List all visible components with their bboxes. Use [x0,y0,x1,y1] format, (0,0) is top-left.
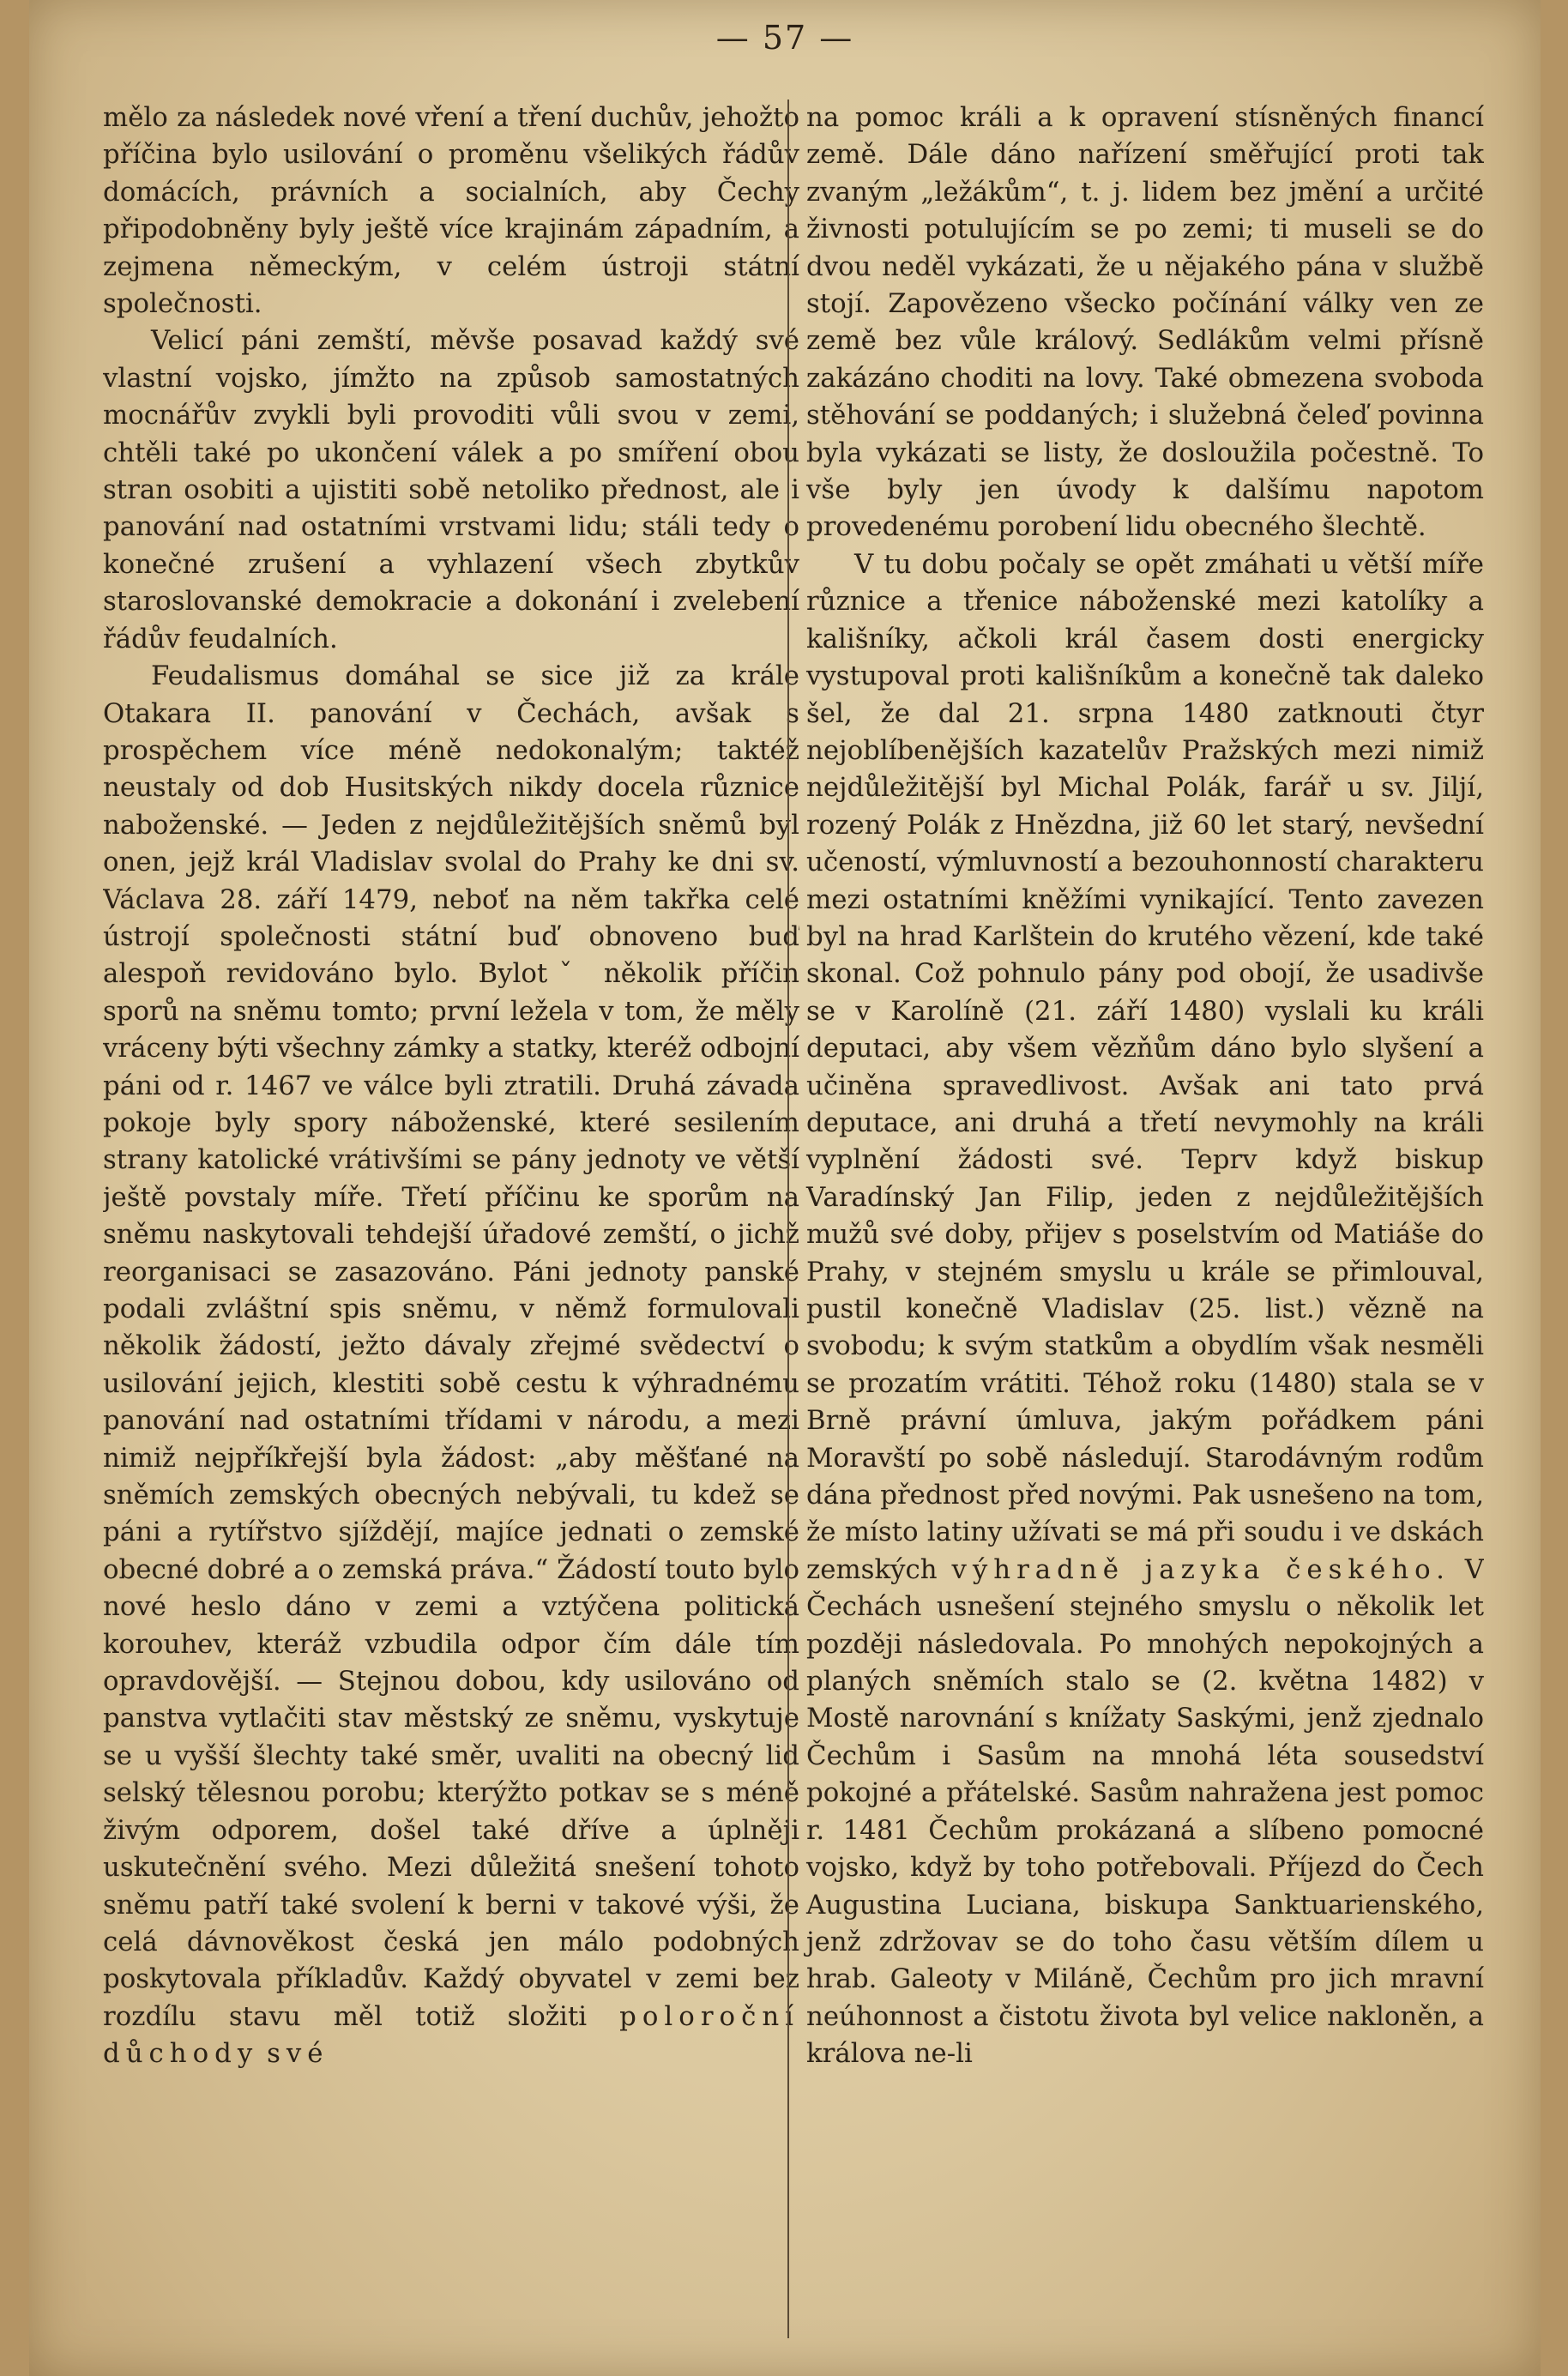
right-paragraph-1: na pomoc králi a k opravení stísněných financí země. Dále dáno nařízení směřující proti tak zvaným „ležákům“, t. j. lidem bez jmění a určité živnosti potulujícím se po zemi; ti museli se do dvou neděl vykázati, že u nějakého pána v službě stojí. Zapovězeno všecko počínání války ven ze země bez vůle králový. Sedlákům velmi přísně zakázáno choditi na lovy. Také obmezena svoboda stěhování se poddaných; i služebná čeleď povinna byla vykázati se listy, že dosloužila počestně. To vše byly jen úvody k dalšímu napotom provedenému porobení lidu obecného šlechtě. [806,102,1484,543]
left-paragraph-1: mělo za následek nové vření a tření duchův, jehožto příčina bylo usilování o proměnu všelikých řádův domácích, právních a socialních, aby Čechy připodobněny byly ještě více krajinám západním, a zejmena německým, v celém ústroji státní společnosti. [103,102,799,320]
left-column [103,100,799,2338]
right-paragraph-2-spaced: výhradně jazyka českého. [951,1553,1450,1585]
right-paragraph-2-text: V tu dobu počaly se opět zmáhati u větší míře různice a třenice náboženské mezi katolíky a kališníky, ačkoli král časem dosti energicky vystupoval proti kališníkům a konečně tak daleko šel, že dal 21. srpna 1480 zatknouti čtyr nejoblíbenějších kazatelův Pražských mezi nimiž nejdůležitější byl Michal Polák, farář u sv. Jiljí, rozený Polák z Hnězdna, již 60 let starý, nevšední učeností, výmluvností a bezouhonností charakteru mezi ostatními kněžími vynikající. Tento zavezen byl na hrad Karlštein do krutého vězení, kde také skonal. Což pohnulo pány pod obojí, že usadivše se v Karolíně (21. září 1480) vyslali ku králi deputaci, aby všem vězňům dáno bylo slyšení a učiněna spravedlivost. Avšak ani tato prvá deputace, ani druhá a třetí nevymohly na králi vyplnění žádosti své. Teprv když biskup Varadínský Jan Filip, jeden z nejdůležitějších mužů své doby, přijev s poselstvím od Matiáše do Prahy, v stejném smyslu u krále se přimlouval, pustil konečně Vladislav (25. list.) vězně na svobodu; k svým statkům a obydlím však nesměli se prozatím vrátiti. Téhož roku (1480) stala se v Brně právní úmluva, jakým pořádkem páni Moravští po sobě následují. Starodávným rodům dána přednost před novými. Pak usnešeno na tom, že místo latiny užívati se má při soudu i ve dskách zemských [806,548,1484,1585]
right-column [787,100,1484,2338]
left-paragraph-2: Velicí páni zemští, měvše posavad každý své vlastní vojsko, jímžto na způsob samostatných mocnářův zvykli byli provoditi vůli svou v zemi, chtěli také po ukončení válek a po smíření obou stran osobiti a ujistiti sobě netoliko přednost, ale i panování nad ostatními vrstvami lidu; stáli tedy o konečné zrušení a vyhlazení všech zbytkův staroslovanské demokracie a dokonání i zvelebení řádův feudalních. [103,325,799,654]
page-number: — 57 — [715,19,854,57]
right-paragraph-2-tail: V Čechách usnešení stejného smyslu o několik let později následovala. Po mnohých nepokojných a planých sněmích stalo se (2. května 1482) v Mostě narovnání s knížaty Saskými, jenž zjednalo Čechům i Sasům na mnohá léta sousedství pokojné a přátelské. Sasům nahražena jest pomoc r. 1481 Čechům prokázaná a slíbeno pomocné vojsko, když by toho potřebovali. Příjezd do Čech Augustina Luciana, biskupa Sanktuarienského, jenž zdržovav se do toho času větším dílem u hrab. Galeoty v Miláně, Čechům pro jich mravní neúhonnost a čistotu života byl velice nakloněn, a králova ne-li [806,1553,1484,2070]
left-paragraph-3-spaced: poloroční důchody [103,2000,799,2070]
left-paragraph-3-text: Feudalismus domáhal se sice již za krále Otakara II. panování v Čechách, avšak s prospěchem více méně nedokonalým; taktéž neustaly od dob Husitských nikdy docela různice naboženské. — Jeden z nejdůležitějších sněmů byl onen, jejž král Vladislav svolal do Prahy ke dni sv. Václava 28. září 1479, neboť na něm takřka celé ústrojí společnosti státní buď obnoveno buď alespoň revidováno bylo. Bylotˇ několik příčin sporů na sněmu tomto; první ležela v tom, že měly vráceny býti všechny zámky a statky, kteréž odbojní páni od r. 1467 ve válce byli ztratili. Druhá závada pokoje byly spory náboženské, které sesilením strany katolické vrátivšími se pány jednoty ve větší ještě povstaly míře. Třetí příčinu ke sporům na sněmu naskytovali tehdejší úřadové zemští, o jichž reorganisaci se zasazováno. Páni jednoty panské podali zvláštní spis sněmu, v němž formulovali několik žádostí, ježto dávaly zřejmé svědectví o usilování jejich, klestiti sobě cestu k výhradnému panování nad ostatními třídami v národu, a mezi nimiž nejpříkřejší byla žádost: „aby měšťané na sněmích zemských obecných nebývali, tu kdež se páni a rytířstvo sjíždějí, majíce jednati o zemské obecné dobré a o zemská práva.“ Žádostí touto bylo nové heslo dáno v zemi a vztýčena politická korouhev, kteráž vzbudila odpor čím dále tím opravdovější. — Stejnou dobou, kdy usilováno od panstva vytlačiti stav městský ze sněmu, vyskytuje se u vyšší šlechty také směr, uvaliti na obecný lid selský tělesnou porobu; kterýžto potkav se s méně živým odporem, došel také dříve a úplněji uskutečnění svého. Mezi důležitá snešení tohoto sněmu patří také svolení k berni v takové výši, že celá dávnověkost česká jen málo podobných poskytovala příkladův. Každý obyvatel v zemi bez rozdílu stavu měl totiž složiti [103,660,799,2032]
left-paragraph-3-tail: své [267,2038,329,2070]
right-paragraph-2 [806,546,1484,2073]
left-paragraph-3 [103,658,799,2072]
book-page [29,0,1541,2376]
